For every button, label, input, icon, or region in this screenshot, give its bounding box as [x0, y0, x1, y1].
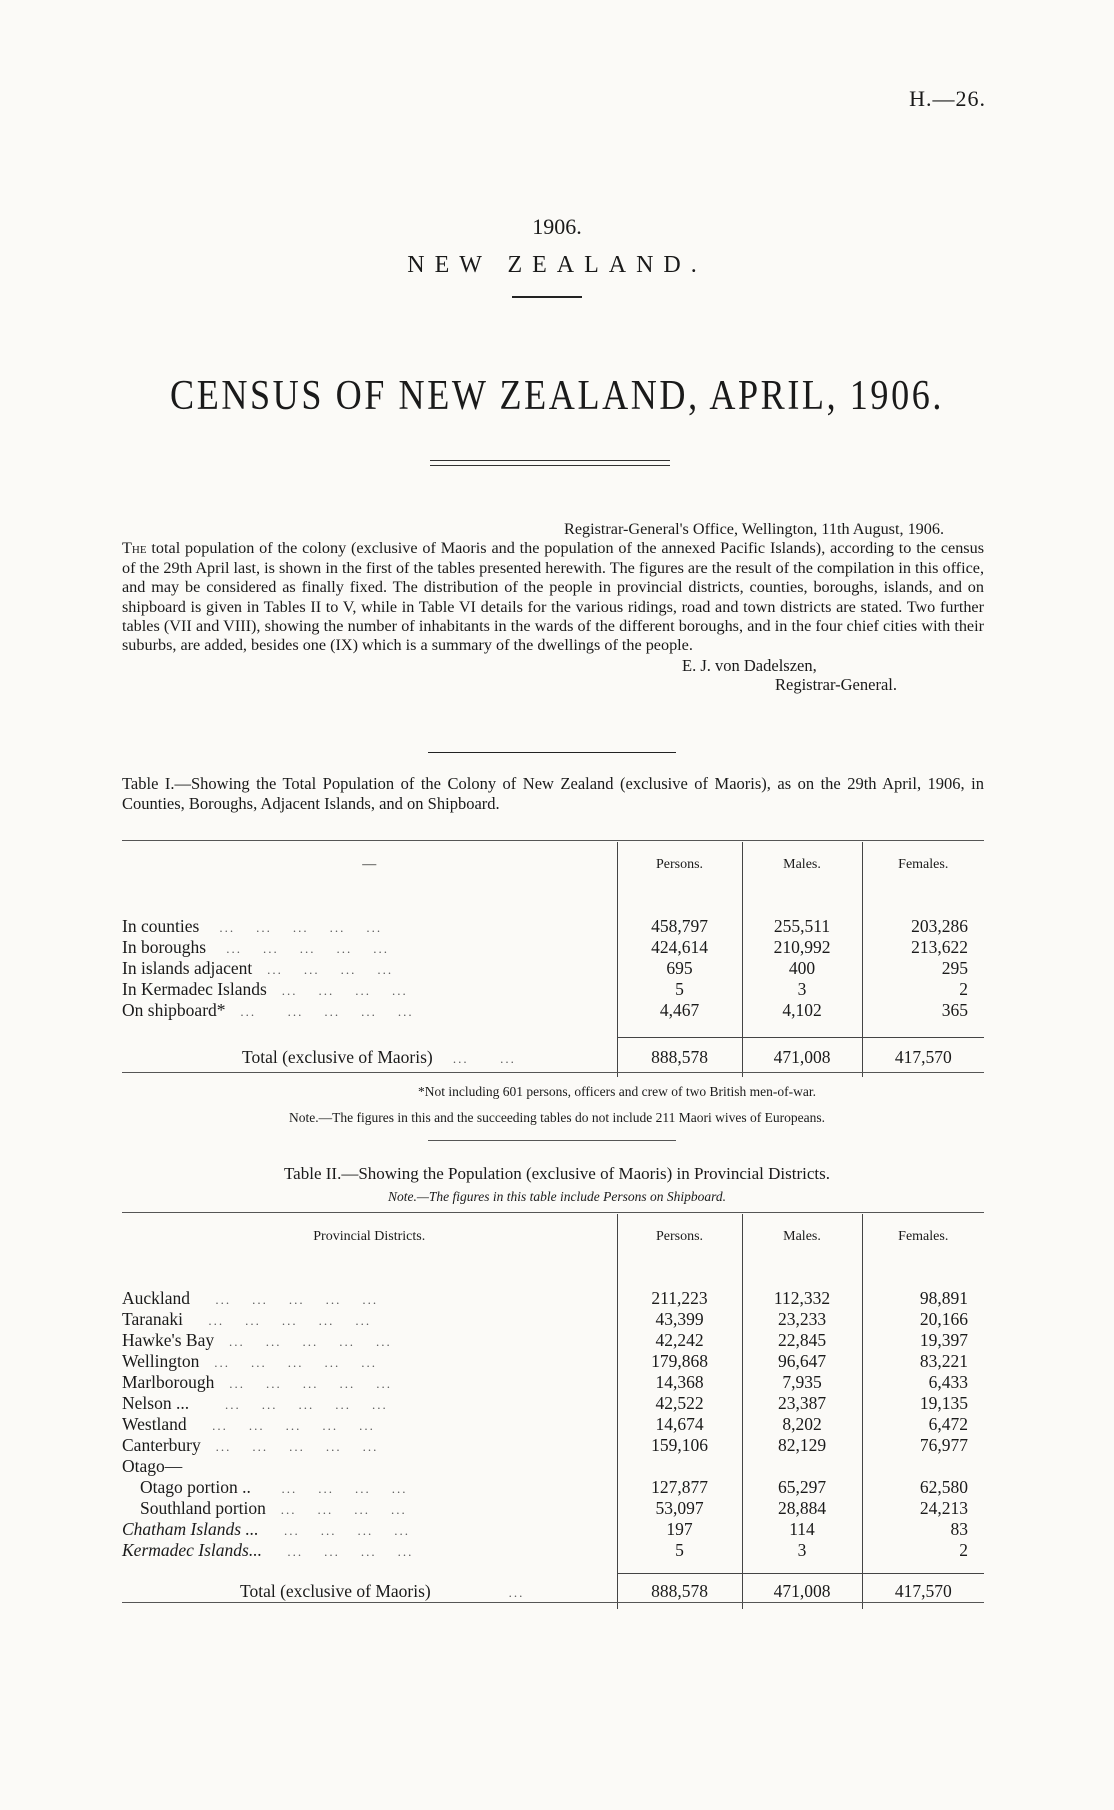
cell-males: 22,845 [742, 1330, 862, 1351]
document-country: NEW ZEALAND. [407, 252, 707, 278]
table2-header-males: Males. [742, 1214, 862, 1260]
leader-dots: ... ... ... ... ... [187, 1313, 372, 1328]
cell-males: 400 [742, 958, 862, 979]
double-rule [430, 460, 670, 466]
table-row [122, 1372, 984, 1393]
signature-title: Registrar-General. [775, 675, 897, 695]
cell-persons: 5 [617, 979, 742, 1000]
cell-females: 98,891 [862, 1288, 984, 1309]
row-label: Taranaki [122, 1309, 183, 1329]
row-label: Otago portion .. [140, 1477, 251, 1497]
cell-females: 83 [862, 1519, 984, 1540]
leader-dots: ... ... ... ... ... [205, 1439, 379, 1454]
intro-section [122, 520, 984, 695]
cell-females: 24,213 [862, 1498, 984, 1519]
total-females: 417,570 [862, 1037, 984, 1077]
leader-dots: ... ... ... ... [271, 983, 408, 998]
leader-dots: ... ... ... ... ... [203, 920, 383, 935]
total-males: 471,008 [742, 1573, 862, 1609]
cell-persons: 43,399 [617, 1309, 742, 1330]
table1-header-females: Females. [862, 842, 984, 888]
table-row [122, 1000, 984, 1021]
row-label: Kermadec Islands... [122, 1540, 262, 1560]
table1-footnote: *Not including 601 persons, officers and crew of two British men-of-war. [418, 1084, 816, 1099]
cell-persons: 211,223 [617, 1288, 742, 1309]
cell-persons: 14,674 [617, 1414, 742, 1435]
cell-persons: 159,106 [617, 1435, 742, 1456]
row-label: Auckland [122, 1288, 191, 1308]
table2-body [122, 1288, 984, 1561]
table1-header-males: Males. [742, 842, 862, 888]
total-persons: 888,578 [617, 1573, 742, 1609]
table-row [122, 937, 984, 958]
table1-note: Note.—The figures in this and the succeeding tables do not include 211 Maori wives of Europeans. [289, 1110, 825, 1125]
cell-males: 3 [742, 979, 862, 1000]
divider-short [512, 296, 582, 298]
cell-persons [617, 1456, 742, 1477]
cell-males: 8,202 [742, 1414, 862, 1435]
cell-persons: 4,467 [617, 1000, 742, 1021]
intro-body: total population of the colony (exclusive of Maoris and the population of the annexed Pacific Islands), according to the census of the 29th April last, is shown in the first of the tables presented herewith. The figures are the result of the compilation in this office, and may be considered as finally fixed. The distribution of the people in provincial districts, counties, boroughs, islands, and on shipboard is given in Tables II to V, while in Table VI details for the various ridings, road and town districts are stated. Two further tables (VII and VIII), showing the number of inhabitants in the wards of the different boroughs, and in the four chief cities with their suburbs, are added, besides one (IX) which is a summary of the dwellings of the people. [122, 539, 984, 655]
table-row [122, 1393, 984, 1414]
cell-persons: 127,877 [617, 1477, 742, 1498]
divider [428, 752, 676, 753]
row-label: In islands adjacent [122, 958, 253, 978]
row-label: Otago— [122, 1456, 183, 1476]
table-row [122, 1477, 984, 1498]
table2-bottom-rule [122, 1602, 984, 1603]
leader-dots: ... ... ... ... ... [203, 1355, 377, 1370]
table2 [122, 1214, 984, 1609]
cell-females: 62,580 [862, 1477, 984, 1498]
table2-header-females: Females. [862, 1214, 984, 1260]
table2-total-row [122, 1573, 984, 1609]
document-year: 1906. [532, 214, 582, 239]
cell-males: 96,647 [742, 1351, 862, 1372]
table1 [122, 842, 984, 1077]
table2-header-districts: Provincial Districts. [313, 1229, 426, 1244]
row-label: In boroughs [122, 937, 207, 957]
row-label: Westland [122, 1414, 187, 1434]
cell-persons: 42,242 [617, 1330, 742, 1351]
cell-males [742, 1456, 862, 1477]
cell-females: 2 [862, 1540, 984, 1561]
divider [428, 1140, 676, 1141]
table-row [122, 1435, 984, 1456]
table2-top-rule [122, 1212, 984, 1213]
cell-females: 6,433 [862, 1372, 984, 1393]
table1-top-rule [122, 840, 984, 841]
total-males: 471,008 [742, 1037, 862, 1077]
table-row [122, 979, 984, 1000]
cell-persons: 424,614 [617, 937, 742, 958]
dateline: Registrar-General's Office, Wellington, 11th August, 1906. [564, 520, 944, 538]
cell-males: 65,297 [742, 1477, 862, 1498]
leader-dots: ... ... ... ... ... [193, 1397, 388, 1412]
cell-males: 210,992 [742, 937, 862, 958]
table1-caption: Table I.—Showing the Total Population of the Colony of New Zealand (exclusive of Maoris), as on the 29th April, 1906, in Counties, Boroughs, Adjacent Islands, and on Shipboard. [122, 774, 984, 813]
table1-header-persons: Persons. [617, 842, 742, 888]
row-label: Marlborough [122, 1372, 215, 1392]
row-label: In Kermadec Islands [122, 979, 267, 999]
cell-females: 76,977 [862, 1435, 984, 1456]
row-label: On shipboard* [122, 1000, 226, 1020]
cell-females: 6,472 [862, 1414, 984, 1435]
cell-persons: 42,522 [617, 1393, 742, 1414]
cell-persons: 197 [617, 1519, 742, 1540]
cell-males: 7,935 [742, 1372, 862, 1393]
total-label: Total (exclusive of Maoris) [242, 1046, 433, 1067]
table1-total-row [122, 1037, 984, 1077]
row-label: Canterbury [122, 1435, 201, 1455]
table-row [122, 1498, 984, 1519]
cell-males: 255,511 [742, 916, 862, 937]
cell-males: 3 [742, 1540, 862, 1561]
table2-header-row [122, 1214, 984, 1260]
table-row [122, 958, 984, 979]
intro-paragraph [122, 539, 984, 655]
table2-header-persons: Persons. [617, 1214, 742, 1260]
row-label: Nelson ... [122, 1393, 190, 1413]
cell-males: 114 [742, 1519, 862, 1540]
cell-females: 83,221 [862, 1351, 984, 1372]
cell-males: 112,332 [742, 1288, 862, 1309]
table-row [122, 1519, 984, 1540]
leader-dots: ... ... ... ... [266, 1544, 414, 1559]
page-title: CENSUS OF NEW ZEALAND, APRIL, 1906. [170, 373, 944, 419]
intro-lead: The [122, 539, 147, 558]
leader-dots: ... ... ... ... [255, 1481, 408, 1496]
cell-females [862, 1456, 984, 1477]
cell-females: 365 [862, 1000, 984, 1021]
total-females: 417,570 [862, 1573, 984, 1609]
cell-males: 82,129 [742, 1435, 862, 1456]
cell-persons: 695 [617, 958, 742, 979]
table-row [122, 1351, 984, 1372]
table-row [122, 1456, 984, 1477]
cell-females: 2 [862, 979, 984, 1000]
table-row [122, 1330, 984, 1351]
cell-persons: 14,368 [617, 1372, 742, 1393]
leader-dots: ... ... ... ... ... [229, 1004, 414, 1019]
cell-males: 23,387 [742, 1393, 862, 1414]
leader-dots: ... ... ... ... ... [191, 1418, 375, 1433]
total-persons: 888,578 [617, 1037, 742, 1077]
cell-females: 19,135 [862, 1393, 984, 1414]
leader-dots: ... ... ... ... [270, 1502, 407, 1517]
document-reference: H.—26. [909, 86, 986, 111]
table-row [122, 1288, 984, 1309]
cell-persons: 458,797 [617, 916, 742, 937]
total-label: Total (exclusive of Maoris) [240, 1580, 431, 1601]
cell-females: 213,622 [862, 937, 984, 958]
row-label: In counties [122, 916, 200, 936]
leader-dots: ... [435, 1584, 525, 1600]
leader-dots: ... ... ... ... [256, 962, 394, 977]
table-row [122, 1540, 984, 1561]
leader-dots: ... ... ... ... ... [194, 1292, 379, 1307]
leader-dots: ... ... ... ... ... [218, 1334, 392, 1349]
signature-name: E. J. von Dadelszen, [682, 655, 817, 675]
cell-males: 28,884 [742, 1498, 862, 1519]
cell-persons: 179,868 [617, 1351, 742, 1372]
leader-dots: ... ... ... ... ... [218, 1376, 392, 1391]
cell-females: 295 [862, 958, 984, 979]
cell-females: 203,286 [862, 916, 984, 937]
leader-dots: ... ... ... ... [262, 1523, 410, 1538]
cell-females: 20,166 [862, 1309, 984, 1330]
table1-bottom-rule [122, 1072, 984, 1073]
table1-header-row [122, 842, 984, 888]
row-label: Chatham Islands ... [122, 1519, 259, 1539]
table-row [122, 1309, 984, 1330]
table2-note: Note.—The figures in this table include Persons on Shipboard. [388, 1189, 726, 1204]
table2-caption: Table II.—Showing the Population (exclusive of Maoris) in Provincial Districts. [283, 1164, 831, 1183]
cell-males: 23,233 [742, 1309, 862, 1330]
leader-dots: ... ... [437, 1050, 516, 1066]
table-row [122, 916, 984, 937]
cell-persons: 5 [617, 1540, 742, 1561]
row-label: Hawke's Bay [122, 1330, 215, 1350]
cell-females: 19,397 [862, 1330, 984, 1351]
leader-dots: ... ... ... ... ... [210, 941, 389, 956]
row-label: Wellington [122, 1351, 200, 1371]
cell-persons: 53,097 [617, 1498, 742, 1519]
table1-header-blank: — [362, 857, 377, 872]
table-row [122, 1414, 984, 1435]
row-label: Southland portion [140, 1498, 266, 1518]
cell-males: 4,102 [742, 1000, 862, 1021]
